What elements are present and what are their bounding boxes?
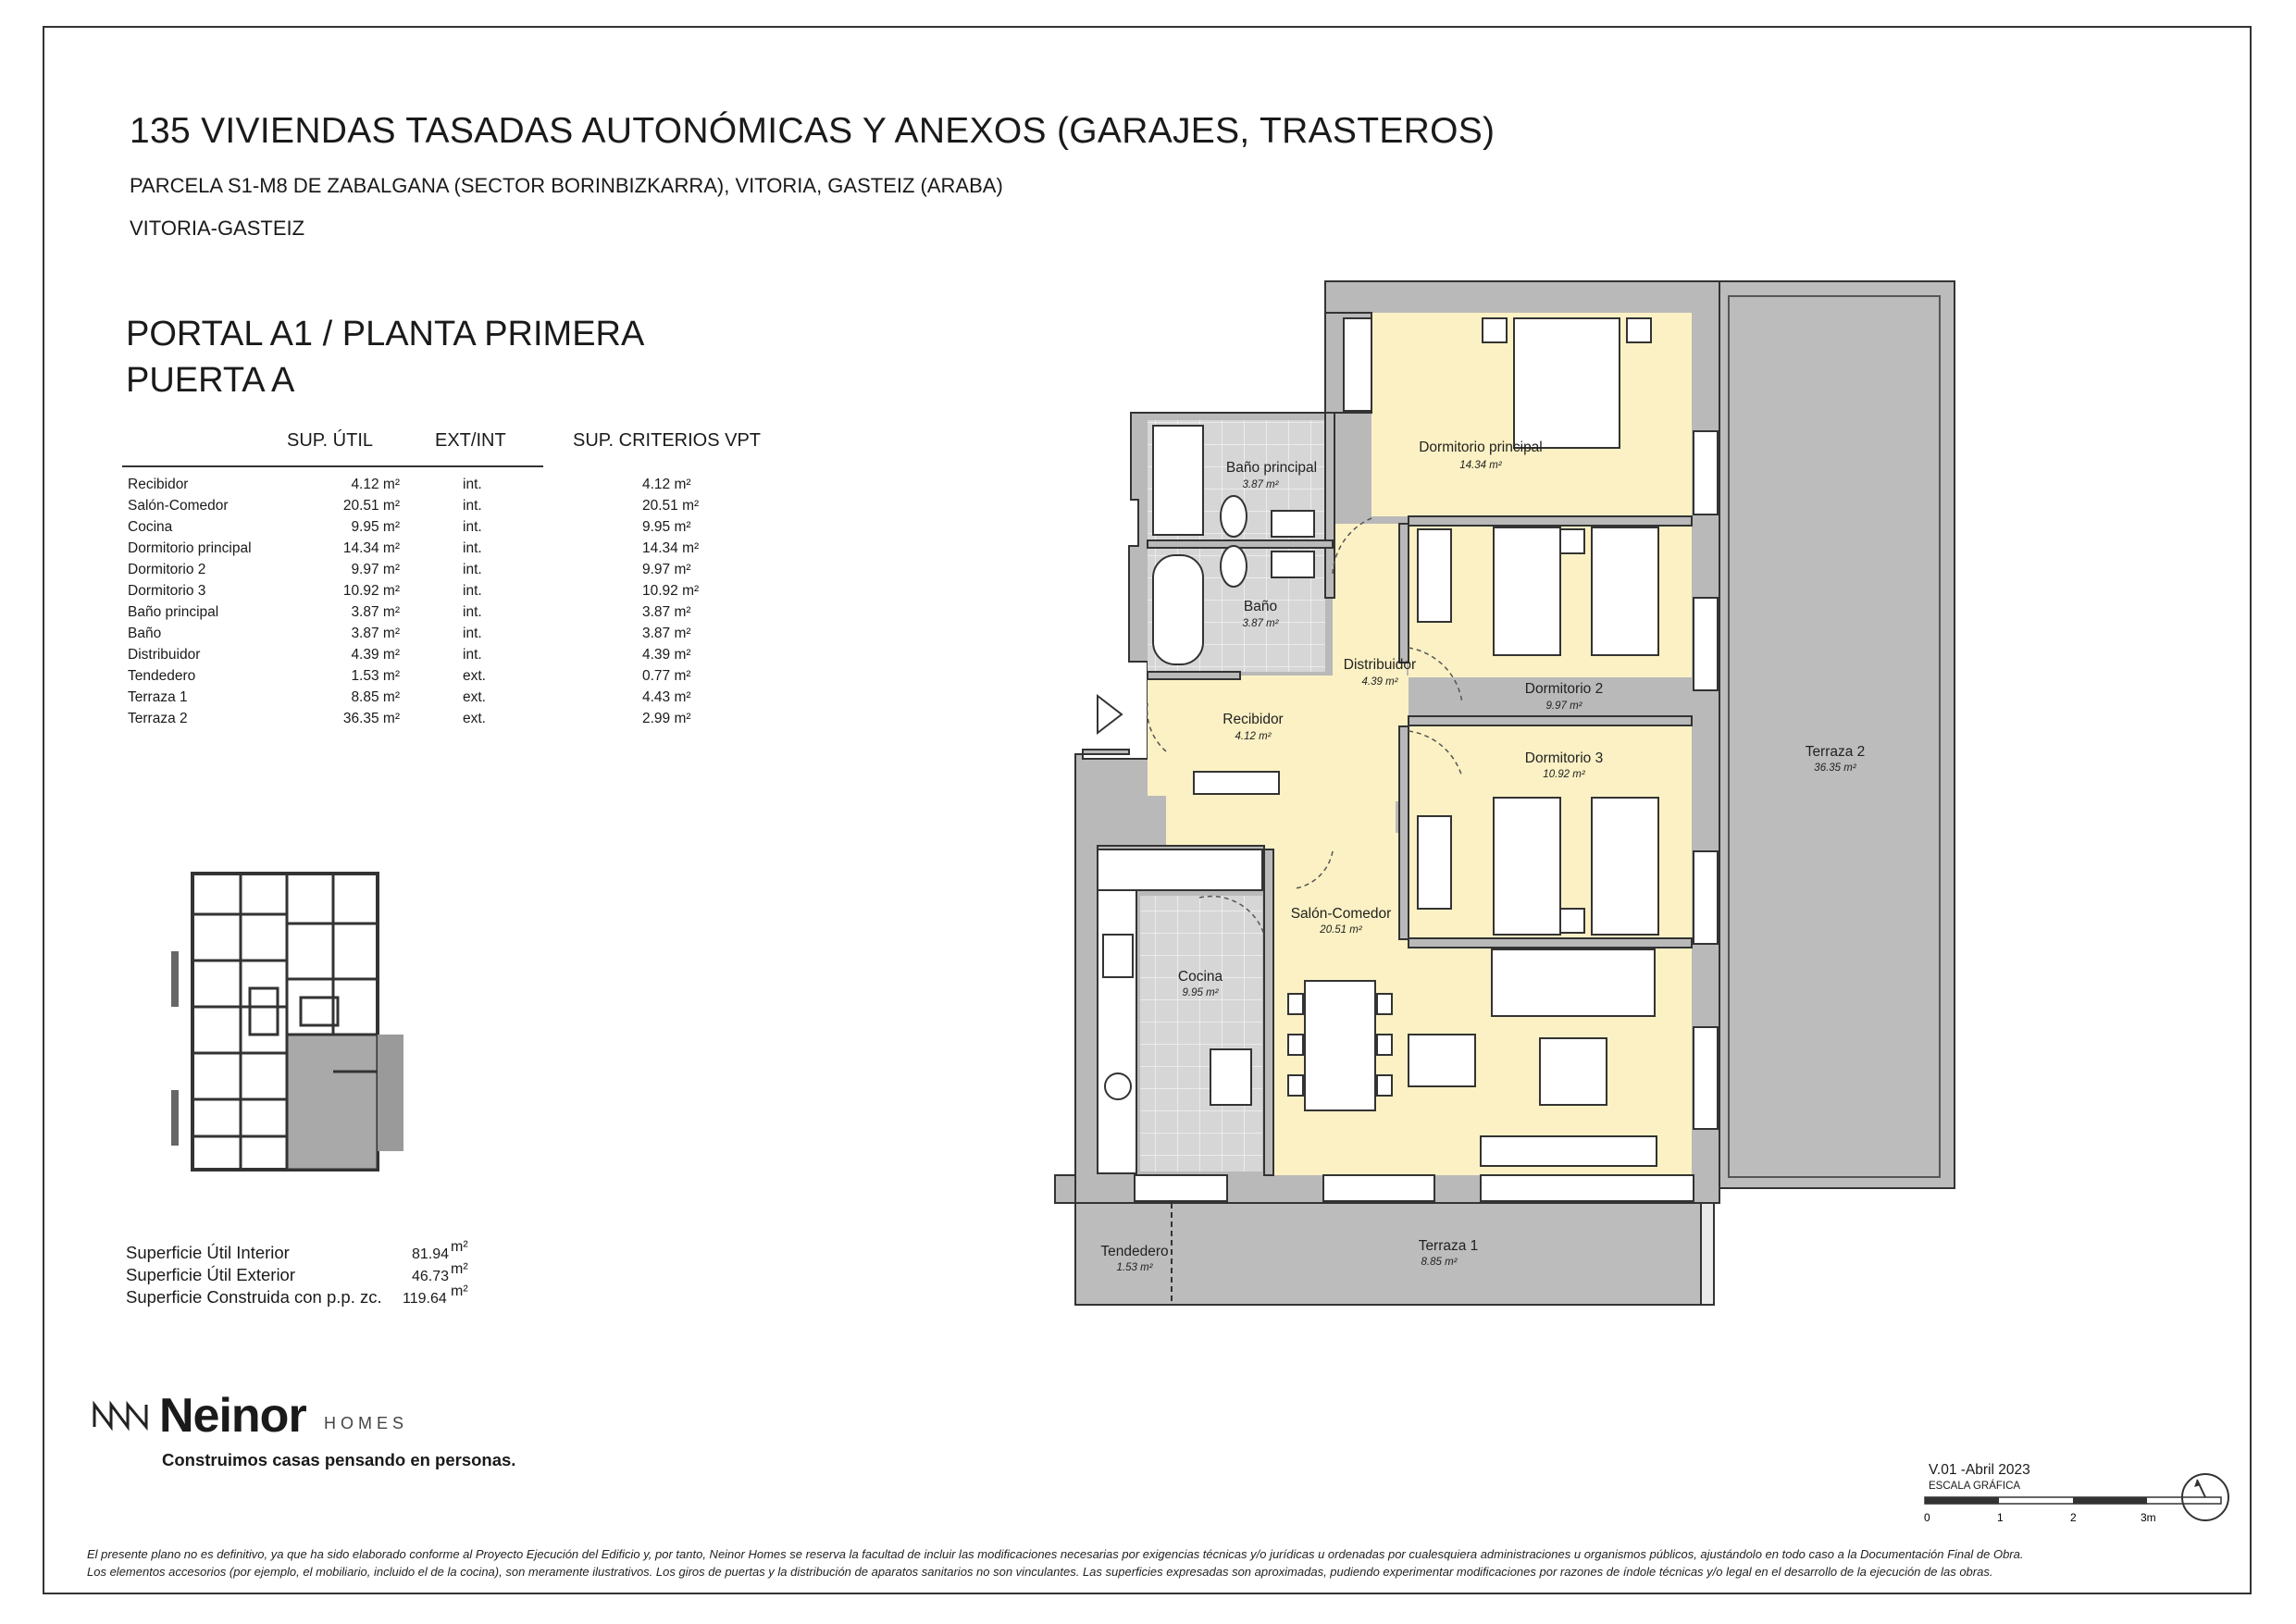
hob <box>1103 935 1133 977</box>
col-header-vpt: SUP. CRITERIOS VPT <box>573 430 762 451</box>
entrance-arrow-icon <box>1098 696 1122 733</box>
table-row: Tendedero 1.53 m² ext. 0.77 m² <box>128 668 691 684</box>
area-bano: 3.87 m² <box>1242 618 1279 629</box>
total-util-exterior-value: 46.73 <box>412 1269 450 1284</box>
total-unit: m² <box>451 1261 468 1277</box>
floor-plan <box>1055 268 1980 1305</box>
area-dorm-principal: 14.34 m² <box>1459 460 1502 471</box>
area-bano-principal: 3.87 m² <box>1242 479 1279 490</box>
bathtub <box>1153 555 1203 664</box>
area-cocina: 9.95 m² <box>1182 987 1219 998</box>
label-dorm2: Dormitorio 2 <box>1524 681 1604 697</box>
area-tendedero: 1.53 m² <box>1116 1262 1153 1273</box>
single-bed <box>1494 527 1560 655</box>
total-util-exterior-label: Superficie Útil Exterior <box>126 1265 296 1284</box>
console <box>1194 772 1279 794</box>
total-construida-label: Superficie Construida con p.p. zc. <box>126 1287 382 1307</box>
table-row: Dormitorio 2 9.97 m² int. 9.97 m² <box>128 562 691 577</box>
area-terraza2: 36.35 m² <box>1814 762 1856 774</box>
label-distribuidor: Distribuidor <box>1343 657 1417 673</box>
single-bed <box>1592 527 1658 655</box>
scale-tick: 3m <box>2141 1511 2156 1524</box>
table-row: Terraza 2 36.35 m² ext. 2.99 m² <box>128 711 691 726</box>
scale-tick: 2 <box>2070 1511 2077 1524</box>
scale-label: ESCALA GRÁFICA <box>1929 1481 2021 1492</box>
area-distribuidor: 4.39 m² <box>1361 676 1398 688</box>
unit-portal: PORTAL A1 / PLANTA PRIMERA <box>126 315 645 353</box>
table-row: Recibidor 4.12 m² int. 4.12 m² <box>128 477 691 492</box>
coffee-table <box>1540 1038 1607 1105</box>
wardrobe <box>1418 816 1451 909</box>
area-recibidor: 4.12 m² <box>1235 731 1272 742</box>
col-header-util: SUP. ÚTIL <box>287 430 373 451</box>
total-util-interior-label: Superficie Útil Interior <box>126 1243 290 1262</box>
area-terraza1: 8.85 m² <box>1421 1257 1458 1268</box>
single-bed <box>1494 798 1560 935</box>
armchair <box>1409 1035 1475 1086</box>
label-tendedero: Tendedero <box>1100 1244 1169 1259</box>
key-plan <box>157 859 407 1184</box>
brand-suffix: HOMES <box>324 1414 409 1432</box>
brand-name: Neinor <box>159 1389 306 1443</box>
table-row: Baño principal 3.87 m² int. 3.87 m² <box>128 604 691 620</box>
project-city: VITORIA-GASTEIZ <box>130 217 305 240</box>
room-cocina <box>1140 896 1262 1172</box>
version-label: V.01 -Abril 2023 <box>1929 1462 2030 1478</box>
area-salon: 20.51 m² <box>1320 924 1362 936</box>
total-construida-value: 119.64 <box>403 1291 447 1307</box>
area-dorm3: 10.92 m² <box>1543 769 1585 780</box>
wardrobe <box>1418 529 1451 622</box>
total-unit: m² <box>451 1283 468 1299</box>
table-header-rule <box>122 465 543 467</box>
project-subtitle: PARCELA S1-M8 DE ZABALGANA (SECTOR BORINBIZKARRA), VITORIA, GASTEIZ (ARABA) <box>130 174 1003 197</box>
kitchen-counter-top <box>1098 849 1262 890</box>
unit-heading <box>126 311 644 403</box>
kitchen-counter-side <box>1098 890 1136 1173</box>
total-util-interior-value: 81.94 <box>412 1246 450 1262</box>
double-bed <box>1514 318 1620 448</box>
label-terraza1: Terraza 1 <box>1418 1238 1479 1254</box>
unit-door: PUERTA A <box>126 361 295 400</box>
label-cocina: Cocina <box>1177 969 1223 985</box>
total-unit: m² <box>451 1239 468 1255</box>
scale-tick: 0 <box>1924 1511 1930 1524</box>
disclaimer-line: El presente plano no es definitivo, ya que ha sido elaborado conforme al Proyecto Ejecución del Edificio y, por tanto, Neinor Homes se reserva la facultad de incluir las modificaciones necesarias por exigencias técnicas y/o jurídicas u ordenadas por cualesquiera administraciones u organismos públicos, ajustándolo en todo caso a la Documentación Final de Obra. <box>87 1547 2024 1561</box>
label-salon: Salón-Comedor <box>1290 906 1392 922</box>
brand-logo <box>93 1389 516 1469</box>
label-dorm-principal: Dormitorio principal <box>1419 440 1543 455</box>
table-row: Terraza 1 8.85 m² ext. 4.43 m² <box>128 689 691 705</box>
label-bano-principal: Baño principal <box>1225 460 1318 476</box>
col-header-ext: EXT/INT <box>435 430 506 451</box>
kitchen-table <box>1210 1049 1251 1105</box>
table-row: Dormitorio principal 14.34 m² int. 14.34 m² <box>128 540 700 556</box>
table-row: Salón-Comedor 20.51 m² int. 20.51 m² <box>128 498 700 514</box>
table-row: Cocina 9.95 m² int. 9.95 m² <box>128 519 691 535</box>
label-recibidor: Recibidor <box>1222 712 1284 727</box>
project-title: 135 VIVIENDAS TASADAS AUTONÓMICAS Y ANEXOS (GARAJES, TRASTEROS) <box>130 111 1496 151</box>
sofa <box>1492 949 1655 1016</box>
sink <box>1105 1073 1131 1099</box>
toilet <box>1221 546 1247 587</box>
wardrobe <box>1344 318 1371 411</box>
toilet <box>1221 496 1247 537</box>
brand-tagline: Construimos casas pensando en personas. <box>162 1450 516 1469</box>
north-arrow-icon <box>2178 1470 2232 1524</box>
table-row: Distribuidor 4.39 m² int. 4.39 m² <box>128 647 691 663</box>
single-bed <box>1592 798 1658 935</box>
label-dorm3: Dormitorio 3 <box>1524 750 1604 766</box>
washbasin <box>1272 511 1314 537</box>
terraza1 <box>1075 1203 1701 1305</box>
neinor-mark-icon <box>93 1397 150 1434</box>
shower <box>1153 426 1203 535</box>
table-row: Dormitorio 3 10.92 m² int. 10.92 m² <box>128 583 700 599</box>
label-terraza2: Terraza 2 <box>1805 744 1866 760</box>
area-dorm2: 9.97 m² <box>1545 700 1582 712</box>
terraza2 <box>1719 281 1955 1188</box>
table-row: Baño 3.87 m² int. 3.87 m² <box>128 626 691 641</box>
disclaimer-line: Los elementos accesorios (por ejemplo, el mobiliario, incluido el de la cocina), son meramente ilustrativos. Los giros de puertas y la distribución de aparatos sanitarios no son vinculantes. Las superficies expresadas son aproximadas, pudiendo experimentar modificaciones por razones de índole técnicas y/o legal en el desarrollo de la ejecución de las obras. <box>87 1565 1993 1579</box>
tv-unit <box>1481 1136 1657 1166</box>
dining-table <box>1305 981 1375 1110</box>
disclaimer <box>87 1545 2234 1581</box>
label-bano: Baño <box>1243 599 1278 614</box>
scale-tick: 1 <box>1997 1511 2004 1524</box>
washbasin <box>1272 552 1314 577</box>
